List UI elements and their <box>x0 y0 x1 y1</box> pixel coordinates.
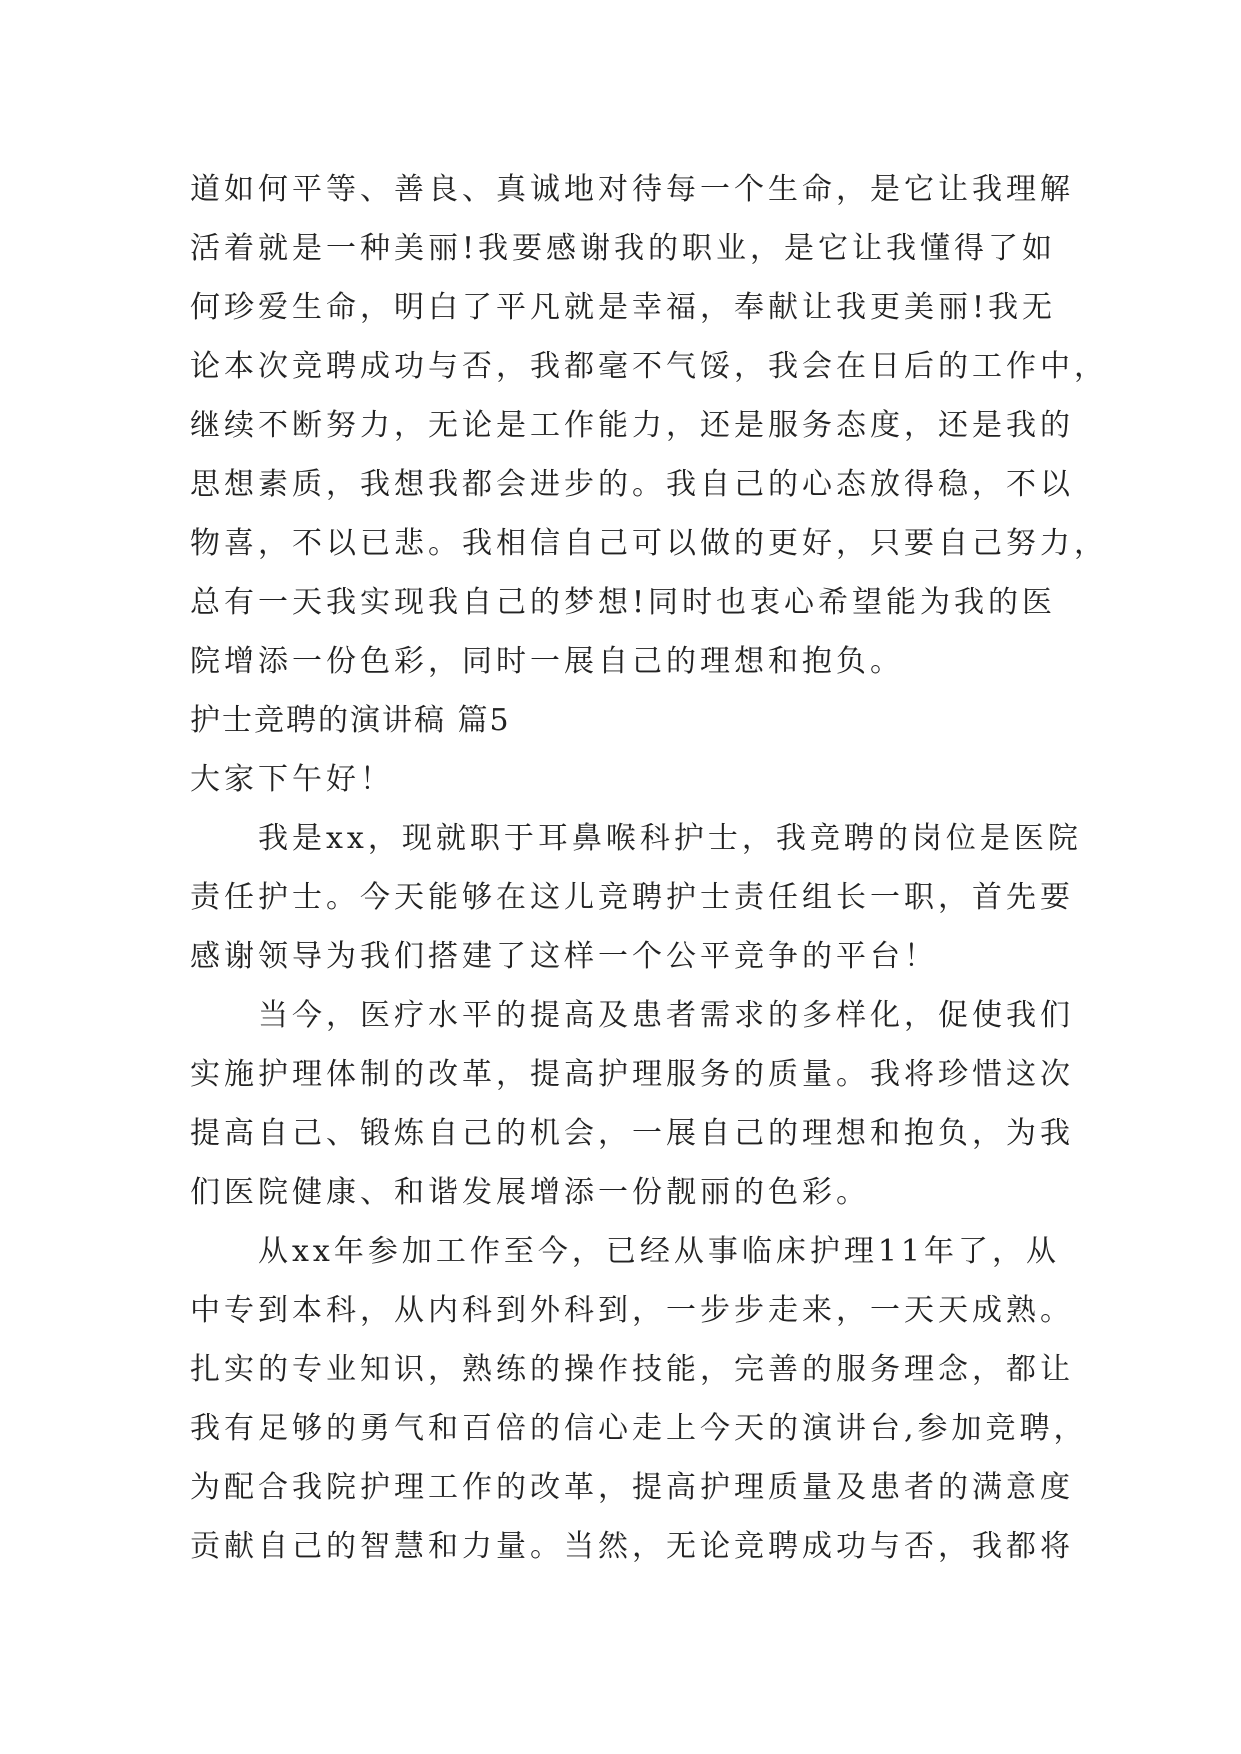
body-line: 总有一天我实现我自己的梦想!同时也衷心希望能为我的医 <box>190 585 1057 620</box>
paragraph-3-line: 从xx年参加工作至今，已经从事临床护理11年了，从 <box>258 1234 1061 1269</box>
paragraph-2-line: 提高自己、锻炼自己的机会，一展自己的理想和抱负，为我 <box>190 1116 1074 1151</box>
body-line: 思想素质，我想我都会进步的。我自己的心态放得稳，不以 <box>190 467 1074 502</box>
paragraph-3-line: 扎实的专业知识，熟练的操作技能，完善的服务理念，都让 <box>190 1352 1074 1387</box>
paragraph-1-line: 我是xx，现就职于耳鼻喉科护士，我竞聘的岗位是医院 <box>258 821 1082 856</box>
body-line: 道如何平等、善良、真诚地对待每一个生命，是它让我理解 <box>190 172 1074 207</box>
paragraph-1-line: 感谢领导为我们搭建了这样一个公平竞争的平台！ <box>190 939 938 974</box>
body-line: 物喜，不以已悲。我相信自己可以做的更好，只要自己努力， <box>190 526 1108 561</box>
body-line: 何珍爱生命，明白了平凡就是幸福，奉献让我更美丽!我无 <box>190 290 1057 325</box>
body-line: 活着就是一种美丽!我要感谢我的职业，是它让我懂得了如 <box>190 231 1057 266</box>
document-body <box>190 160 1108 1576</box>
paragraph-1-line: 责任护士。今天能够在这儿竞聘护士责任组长一职，首先要 <box>190 880 1074 915</box>
section-title: 护士竞聘的演讲稿 篇5 <box>190 703 511 738</box>
paragraph-3-line: 贡献自己的智慧和力量。当然，无论竞聘成功与否，我都将 <box>190 1529 1074 1564</box>
paragraph-3-line: 中专到本科，从内科到外科到，一步步走来，一天天成熟。 <box>190 1293 1074 1328</box>
paragraph-2-line: 实施护理体制的改革，提高护理服务的质量。我将珍惜这次 <box>190 1057 1074 1092</box>
body-line: 院增添一份色彩，同时一展自己的理想和抱负。 <box>190 644 904 679</box>
paragraph-3-line: 我有足够的勇气和百倍的信心走上今天的演讲台,参加竞聘， <box>190 1411 1088 1446</box>
paragraph-2-line: 当今，医疗水平的提高及患者需求的多样化，促使我们 <box>258 998 1074 1033</box>
paragraph-2-line: 们医院健康、和谐发展增添一份靓丽的色彩。 <box>190 1175 870 1210</box>
greeting: 大家下午好！ <box>190 762 394 797</box>
body-line: 论本次竞聘成功与否，我都毫不气馁，我会在日后的工作中， <box>190 349 1108 384</box>
paragraph-3-line: 为配合我院护理工作的改革，提高护理质量及患者的满意度 <box>190 1470 1074 1505</box>
body-line: 继续不断努力，无论是工作能力，还是服务态度，还是我的 <box>190 408 1074 443</box>
